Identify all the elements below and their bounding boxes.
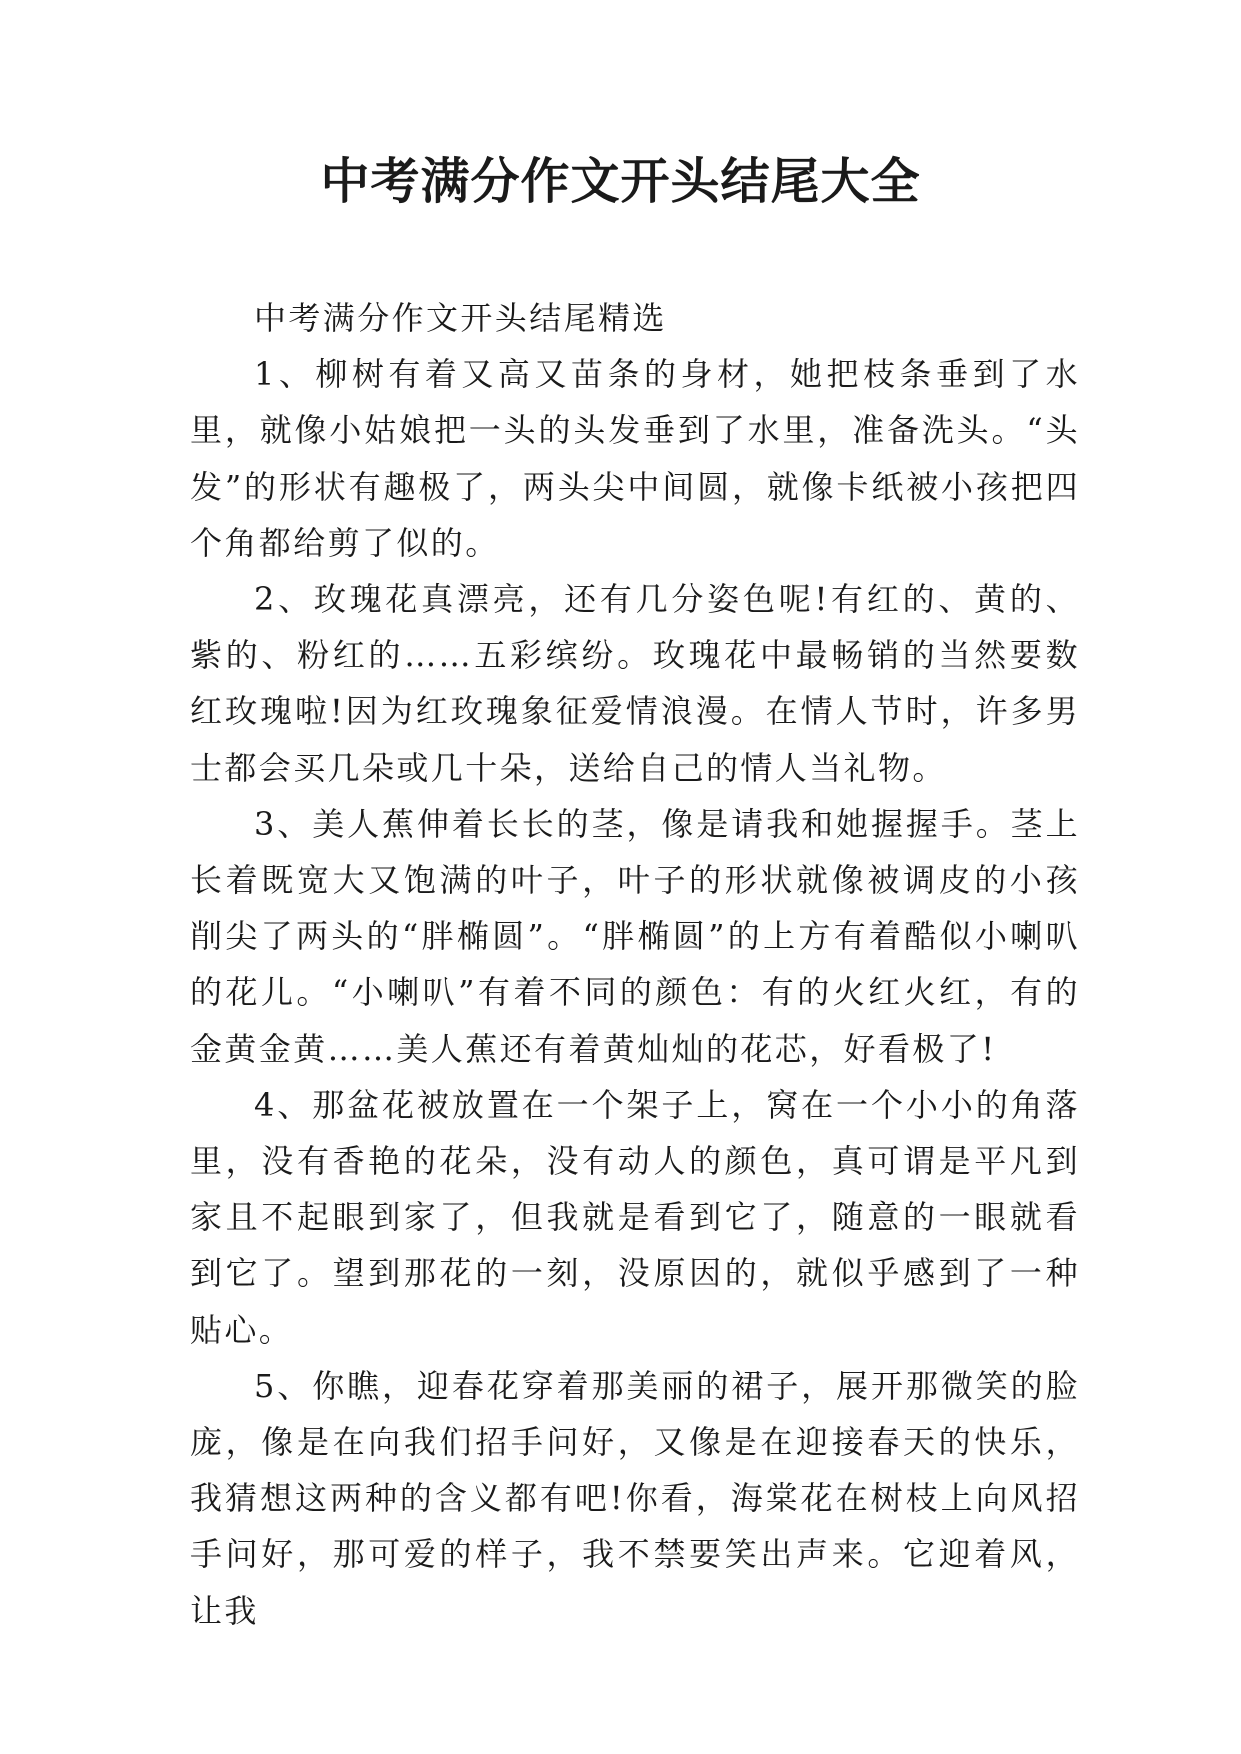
paragraph-3: 3、美人蕉伸着长长的茎，像是请我和她握握手。茎上长着既宽大又饱满的叶子，叶子的形状就像被调皮的小孩削尖了两头的“胖椭圆”。“胖椭圆”的上方有着酷似小喇叭的花儿。“小喇叭”有着不同的颜色：有的火红火红，有的金黄金黄……美人蕉还有着黄灿灿的花芯，好看极了! (190, 804, 1080, 1068)
section-heading: 中考满分作文开头结尾精选 (254, 299, 667, 337)
document-title: 中考满分作文开头结尾大全 (320, 153, 921, 210)
document-body (190, 290, 1080, 1639)
paragraph-1: 1、柳树有着又高又苗条的身材，她把枝条垂到了水里，就像小姑娘把一头的头发垂到了水里，准备洗头。“头发”的形状有趣极了，两头尖中间圆，就像卡纸被小孩把四个角都给剪了似的。 (190, 355, 1080, 562)
paragraph-4: 4、那盆花被放置在一个架子上，窝在一个小小的角落里，没有香艳的花朵，没有动人的颜色，真可谓是平凡到家且不起眼到家了，但我就是看到它了，随意的一眼就看到它了。望到那花的一刻，没原因的，就似乎感到了一种贴心。 (190, 1085, 1080, 1349)
paragraph-2: 2、玫瑰花真漂亮，还有几分姿色呢!有红的、黄的、紫的、粉红的……五彩缤纷。玫瑰花中最畅销的当然要数红玫瑰啦!因为红玫瑰象征爱情浪漫。在情人节时，许多男士都会买几朵或几十朵，送给自己的情人当礼物。 (190, 580, 1080, 787)
paragraph-5: 5、你瞧，迎春花穿着那美丽的裙子，展开那微笑的脸庞，像是在向我们招手问好，又像是在迎接春天的快乐，我猜想这两种的含义都有吧!你看，海棠花在树枝上向风招手问好，那可爱的样子，我不禁要笑出声来。它迎着风，让我 (190, 1366, 1080, 1630)
